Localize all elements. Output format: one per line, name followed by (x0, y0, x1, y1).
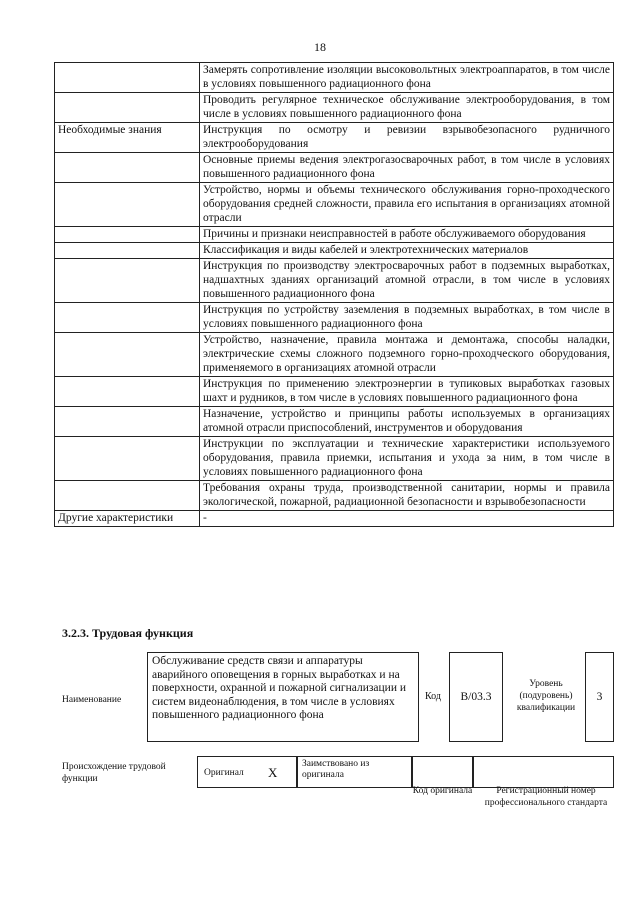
table-row (55, 407, 614, 437)
table-row (55, 377, 614, 407)
table-row (55, 333, 614, 377)
row-content: Требования охраны труда, производственной санитарии, нормы и правила экологической, пожарной, радиационной безопасности и взрывобезопасности (200, 481, 614, 511)
row-content: Инструкция по устройству заземления в подземных выработках, в том числе в условиях повышенного радиационного фона (200, 303, 614, 333)
row-label (55, 407, 200, 437)
row-label (55, 227, 200, 243)
row-content: Инструкция по производству электросварочных работ в подземных выработках, надшахтных зданиях организаций атомной отрасли, в том числе в условиях повышенного радиационного фона (200, 259, 614, 303)
row-content: Причины и признаки неисправностей в работе обслуживаемого оборудования (200, 227, 614, 243)
row-content: Основные приемы ведения электрогазосварочных работ, в том числе в условиях повышенного радиационного фона (200, 153, 614, 183)
row-label (55, 377, 200, 407)
table-row (55, 153, 614, 183)
row-label (55, 259, 200, 303)
table-row (55, 227, 614, 243)
row-label: Необходимые знания (55, 123, 200, 153)
origin-label: Происхождение трудовой функции (62, 762, 166, 784)
row-label (55, 303, 200, 333)
page-number: 18 (314, 40, 326, 54)
row-label (55, 481, 200, 511)
table-row (55, 63, 614, 93)
registration-number-caption: Регистрационный номер профессионального стандарта (484, 786, 608, 808)
row-content: Инструкция по применению электроэнергии в тупиковых выработках газовых шахт и рудников, в том числе в условиях повышенного радиационного фона (200, 377, 614, 407)
table-row (55, 183, 614, 227)
original-label: Оригинал (204, 768, 244, 778)
row-content: Замерять сопротивление изоляции высоковольтных электроаппаратов, в том числе в условиях повышенного радиационного фона (200, 63, 614, 93)
table-row (55, 437, 614, 481)
row-label (55, 93, 200, 123)
row-content: Классификация и виды кабелей и электротехнических материалов (200, 243, 614, 259)
row-content: - (200, 511, 614, 527)
table-row (55, 511, 614, 527)
registration-number-box (473, 756, 614, 788)
row-label (55, 63, 200, 93)
original-code-box (412, 756, 473, 788)
row-content: Устройство, нормы и объемы технического обслуживания горно-проходческого оборудования средней сложности, правила его испытания в организациях атомной отрасли (200, 183, 614, 227)
table-row (55, 303, 614, 333)
row-content: Инструкции по эксплуатации и технические характеристики используемого оборудования, правила приемки, испытания и ухода за ним, в том числе в условиях повышенного радиационного фона (200, 437, 614, 481)
function-name-box: Обслуживание средств связи и аппаратуры аварийного оповещения в горных выработках и на поверхности, охранной и пожарной сигнализации и систем видеонаблюдения, в том числе в условиях повышенного радиационного фона (147, 652, 419, 742)
qualification-level-label: Уровень (подуровень) квалификации (516, 679, 576, 713)
table-row (55, 259, 614, 303)
row-content: Назначение, устройство и принципы работы используемых в организациях атомной отрасли приспособлений, инструментов и оборудования (200, 407, 614, 437)
table-row (55, 93, 614, 123)
original-code-caption: Код оригинала (412, 786, 473, 796)
section-title: 3.2.3. Трудовая функция (62, 626, 194, 640)
code-label: Код (425, 691, 441, 702)
row-label (55, 437, 200, 481)
table-row (55, 481, 614, 511)
original-box (197, 756, 297, 788)
row-label (55, 243, 200, 259)
table-row (55, 243, 614, 259)
table-row (55, 123, 614, 153)
row-label: Другие характеристики (55, 511, 200, 527)
code-value-box: B/03.3 (449, 652, 503, 742)
qualification-level-box: 3 (585, 652, 614, 742)
borrowed-box: Заимствовано из оригинала (297, 756, 412, 788)
original-mark: X (268, 765, 278, 780)
row-label (55, 183, 200, 227)
row-content: Устройство, назначение, правила монтажа и демонтажа, способы наладки, электрические схемы сложного подземного горно-проходческого оборудования, применяемого в организациях атомной отрасли (200, 333, 614, 377)
name-label: Наименование (62, 695, 122, 705)
row-label (55, 333, 200, 377)
row-content: Проводить регулярное техническое обслуживание электрооборудования, в том числе в условиях повышенного радиационного фона (200, 93, 614, 123)
row-content: Инструкция по осмотру и ревизии взрывобезопасного рудничного электрооборудования (200, 123, 614, 153)
row-label (55, 153, 200, 183)
requirements-table (54, 62, 614, 527)
